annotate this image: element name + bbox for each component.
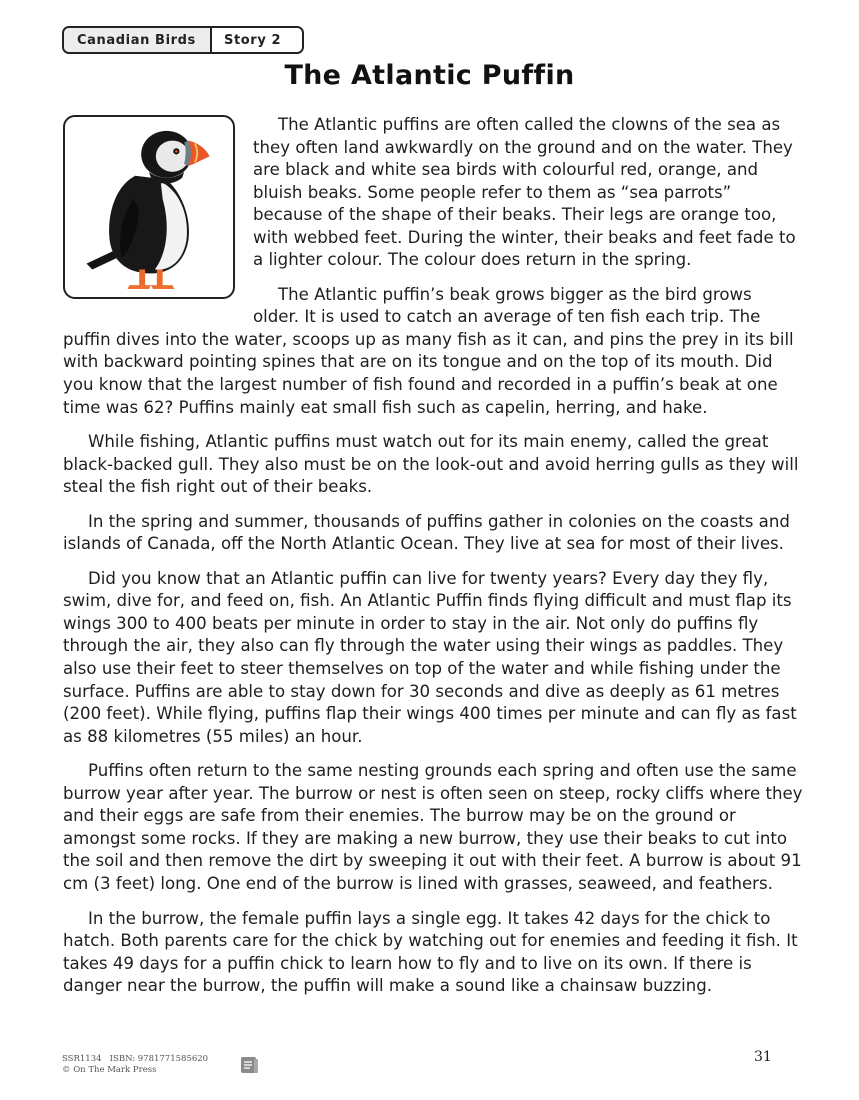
paragraph: Did you know that an Atlantic puffin can live for twenty years? Every day they fly, swim, dive for, and feed on, fish. An Atlantic Puffin finds flying difficult and must flap its wings 300 to 400 beats per minute in order to stay in the air. Not only do puffins fly through the air, they also can fly through the water using their wings as paddles. They also use their feet to steer themselves on top of the water and while fishing under the surface. Puffins are able to stay down for 30 seconds and dive as deeply as 61 metres (200 feet). While flying, puffins flap their wings 400 times per minute and can fly as fast as 88 kilometres (55 miles) an hour. xyxy=(63,568,797,746)
paragraph: While fishing, Atlantic puffins must watch out for its main enemy, called the great black-backed gull. They also must be on the look-out and avoid herring gulls as they will steal the fish right out of their beaks. xyxy=(63,432,799,497)
page-title: The Atlantic Puffin xyxy=(284,60,575,91)
paragraph: Puffins often return to the same nesting grounds each spring and often use the same burrow year after year. The burrow or nest is often seen on steep, rocky cliffs where they and their eggs are safe from their enemies. The burrow may be on the ground or amongst some rocks. If they are making a new burrow, they use their beaks to cut into the soil and then remove the dirt by sweeping it out with their feet. A burrow is about 91 cm (3 feet) long. One end of the burrow is lined with grasses, seaweed, and feathers. xyxy=(63,761,803,893)
image-spacer xyxy=(63,114,253,326)
book-icon xyxy=(239,1055,260,1075)
story-tab: Story 2 xyxy=(212,28,302,52)
paragraph: The Atlantic puffins are often called the clowns of the sea as they often land awkwardly on the ground and on the water. They are black and white sea birds with colourful red, orange, and bluish beaks. Some people refer to them as “sea parrots” because of the shape of their beaks. Their legs are orange too, with webbed feet. During the winter, their beaks and feet fade to a lighter colour. The colour does return in the spring. xyxy=(253,115,796,270)
footer-info xyxy=(62,1054,208,1076)
isbn: ISBN: 9781771585620 xyxy=(109,1054,209,1064)
product-code: SSR1134 xyxy=(62,1054,102,1064)
header-tabs xyxy=(62,26,304,54)
paragraph: The Atlantic puffin’s beak grows bigger as the bird grows older. It is used to catch an average of ten fish each trip. The puffin dives into the water, scoops up as many fish as it can, and pins the prey in its bill with backward pointing spines that are on its tongue and on the top of its mouth. Did you know that the largest number of fish found and recorded in a puffin’s beak at one time was 62? Puffins mainly eat small fish such as capelin, herring, and hake. xyxy=(63,284,794,417)
page-number: 31 xyxy=(754,1049,772,1065)
story-text xyxy=(63,114,803,1010)
paragraph: In the spring and summer, thousands of puffins gather in colonies on the coasts and islands of Canada, off the North Atlantic Ocean. They live at sea for most of their lives. xyxy=(63,511,790,554)
paragraph: In the burrow, the female puffin lays a single egg. It takes 42 days for the chick to hatch. Both parents care for the chick by watching out for enemies and feeding it fish. It takes 49 days for a puffin chick to learn how to fly and to live on its own. If there is danger near the burrow, the puffin will make a sound like a chainsaw buzzing. xyxy=(63,908,798,996)
series-tab: Canadian Birds xyxy=(64,28,212,52)
copyright: © On The Mark Press xyxy=(62,1065,157,1075)
